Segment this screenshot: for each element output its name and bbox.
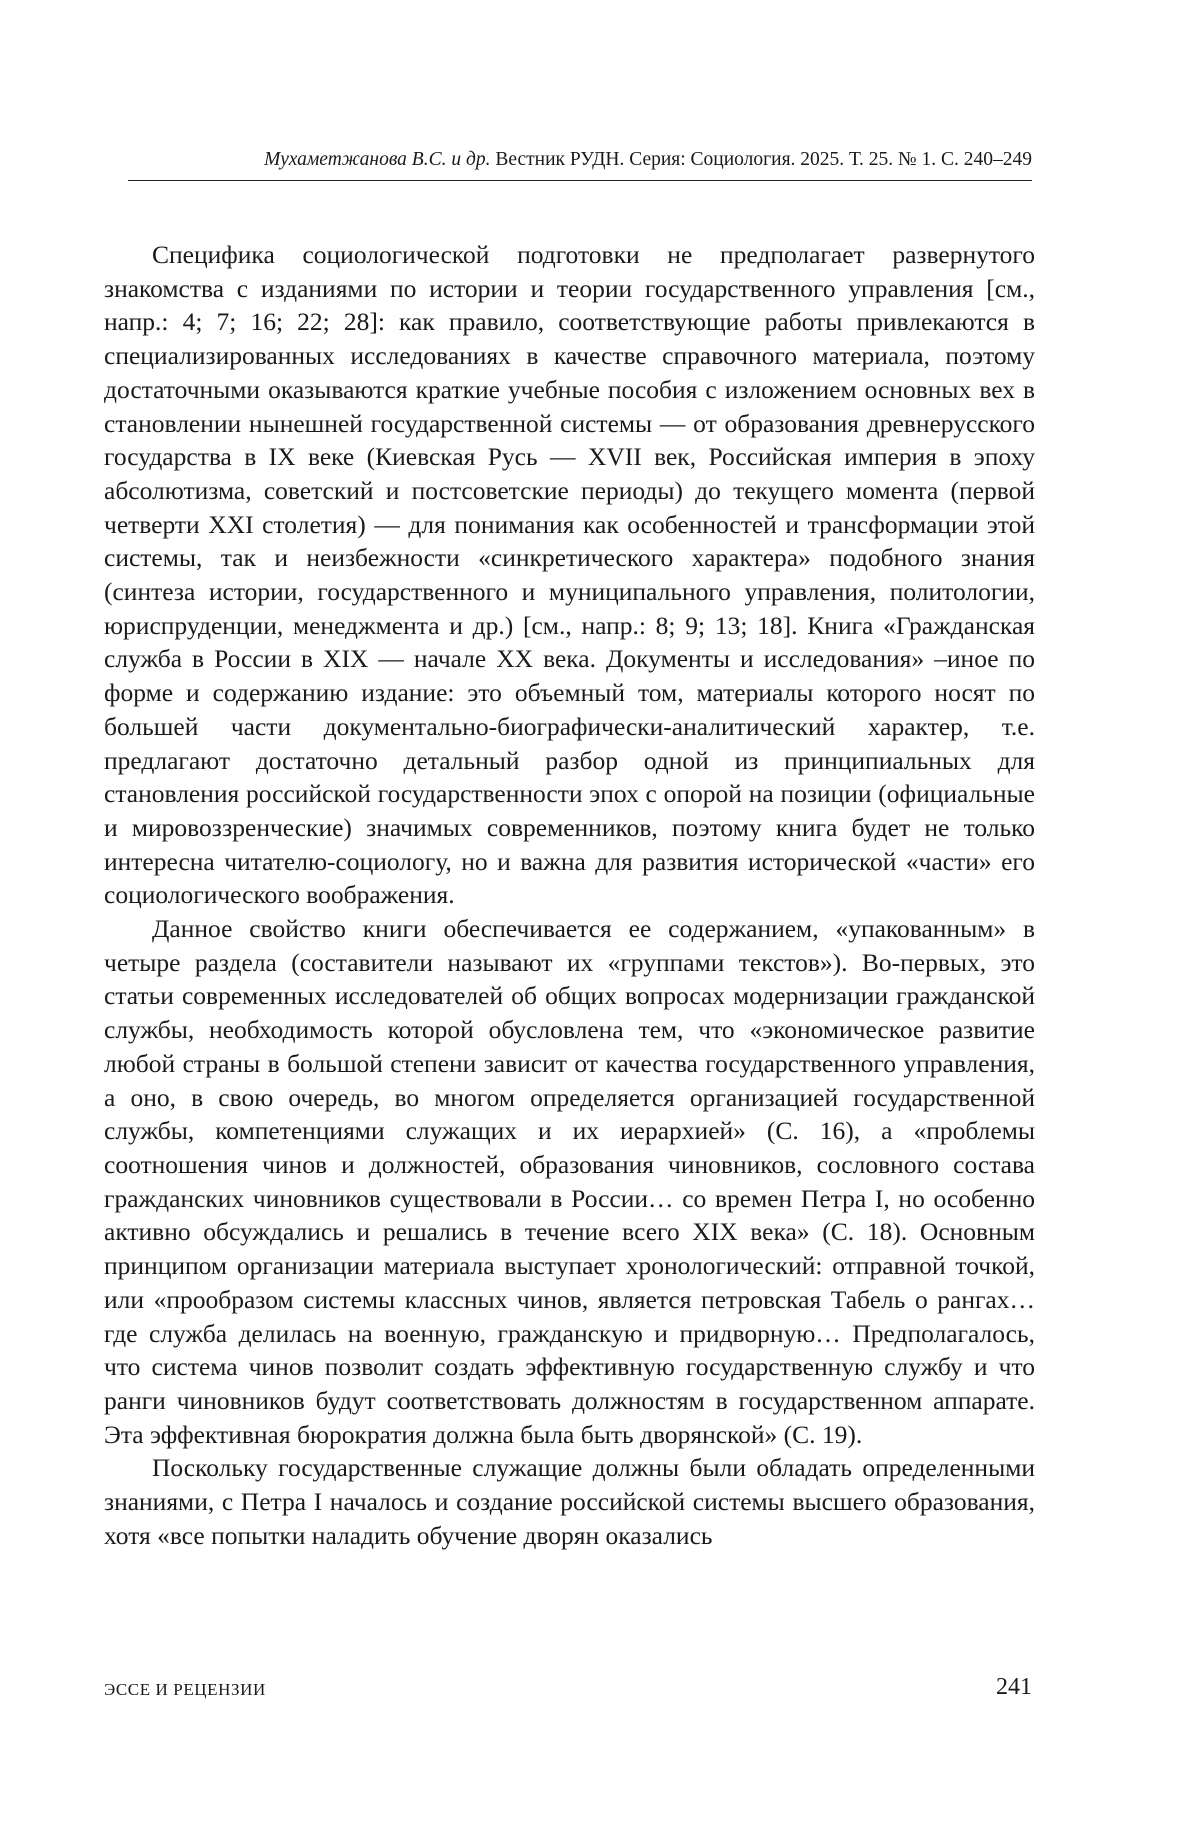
header-authors: Мухаметжанова В.С. и др.	[264, 149, 490, 170]
paragraph-3: Поскольку государственные служащие должны были обладать опреде­ленными знаниями, с Петра I началось и создание российской системы выс­шего образования, хотя «все попытки наладить обучение дворян оказались	[104, 1451, 1035, 1552]
article-body	[104, 238, 1035, 1552]
running-header	[128, 148, 1032, 172]
paragraph-1: Специфика социологической подготовки не предполагает развернутого знакомства с изданиями по истории и теории государственного управления [см., напр.: 4; 7; 16; 22; 28]: как правило, соответствующие работы привлекают­ся в специализированных исследованиях в качестве справочного материала, поэтому достаточными оказываются краткие учебные пособия с изложением основных вех в становлении нынешней государственной системы — от об­разования древнерусского государства в IX веке (Киевская Русь — XVII век, Российская империя в эпоху абсолютизма, советский и постсоветские перио­ды) до текущего момента (первой четверти XXI столетия) — для понимания как особенностей и трансформации этой системы, так и неизбежности «син­кретического характера» подобного знания (синтеза истории, государствен­ного и муниципального управления, политологии, юриспруденции, менед­жмента и др.) [см., напр.: 8; 9; 13; 18]. Книга «Гражданская служба в России в XIX — начале XX века. Документы и исследования» –иное по форме и со­держанию издание: это объемный том, материалы которого носят по большей части документально-биографически-аналитический характер, т.е. предлага­ют достаточно детальный разбор одной из принципиальных для становления российской государственности эпох с опорой на позиции (официальные и ми­ровоззренческие) значимых современников, поэтому книга будет не только интересна читателю-социологу, но и важна для развития исторической «ча­сти» его социологического воображения.	[104, 238, 1035, 912]
header-rule	[128, 180, 1032, 181]
header-citation: Вестник РУДН. Серия: Социология. 2025. Т. 25. № 1. С. 240–249	[495, 149, 1032, 170]
page-number: 241	[996, 1673, 1032, 1701]
footer-section-title: ЭССЕ И РЕЦЕНЗИИ	[104, 1678, 266, 1702]
document-page	[0, 0, 1200, 1834]
paragraph-2: Данное свойство книги обеспечивается ее содержанием, «упакованным» в четыре раздела (составители называют их «группами текстов»). Во-первых, это статьи современных исследователей об общих вопросах модернизации гражданской службы, необходимость которой обусловлена тем, что «эконо­мическое развитие любой страны в большой степени зависит от качества го­сударственного управления, а оно, в свою очередь, во многом определяется организацией государственной службы, компетенциями служащих и их ие­рархией» (С. 16), а «проблемы соотношения чинов и должностей, образова­ния чиновников, сословного состава гражданских чиновников существовали в России… со времен Петра I, но особенно активно обсуждались и решались в течение всего XIX века» (С. 18). Основным принципом организации мате­риала выступает хронологический: отправной точкой, или «прообразом си­стемы классных чинов, является петровская Табель о рангах… где служба делилась на военную, гражданскую и придворную… Предполагалось, что си­стема чинов позволит создать эффективную государственную службу и что ранги чиновников будут соответствовать должностям в государственном ап­парате. Эта эффективная бюрократия должна была быть дворянской» (С. 19).	[104, 912, 1035, 1451]
